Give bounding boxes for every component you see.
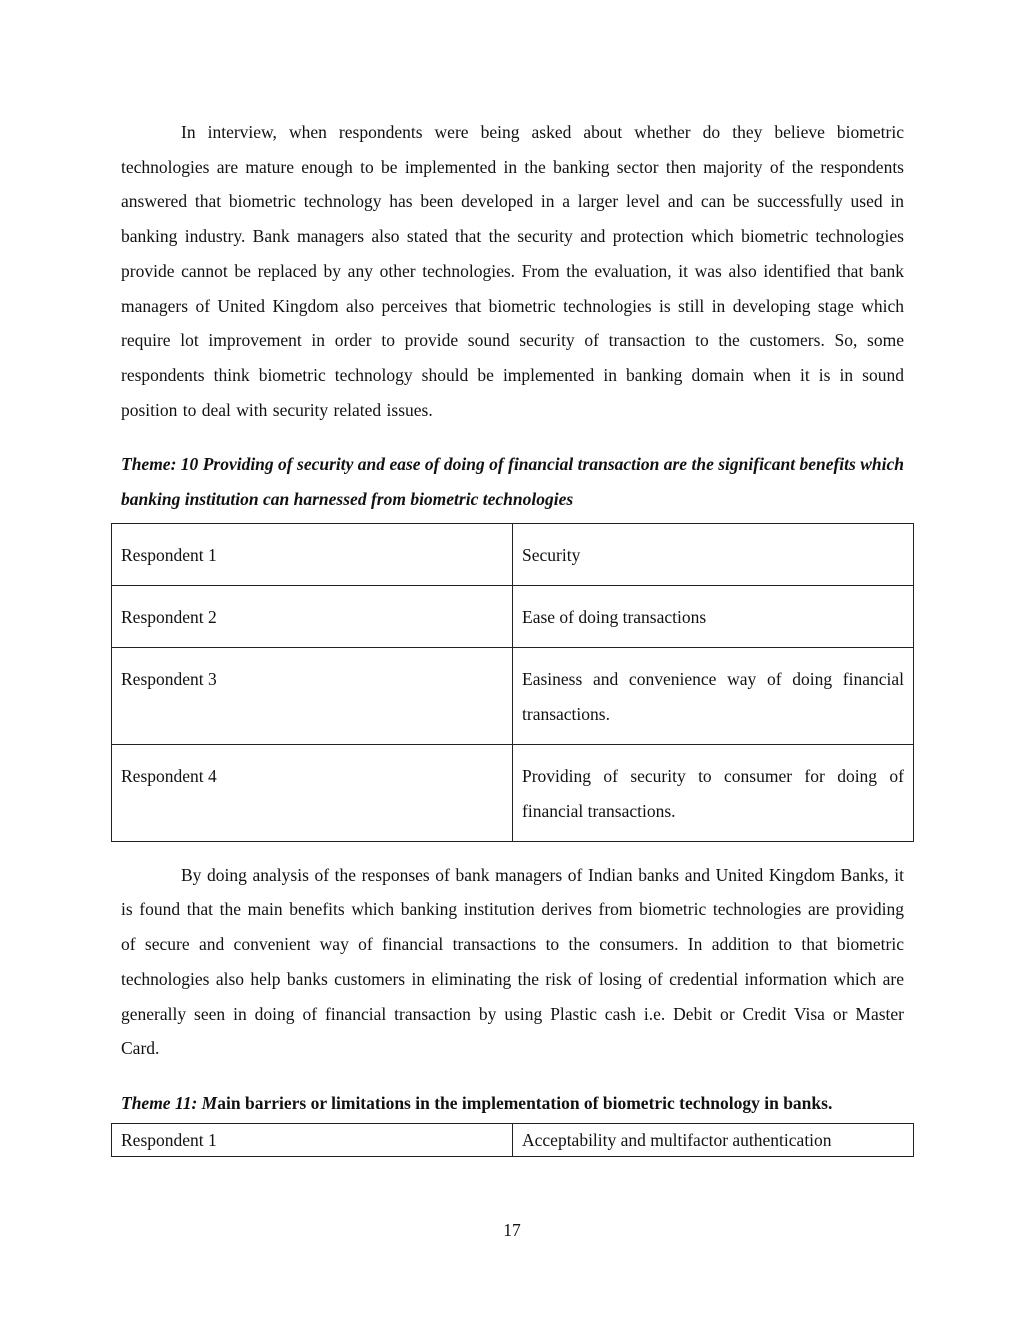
response-cell: Acceptability and multifactor authentication [513, 1123, 914, 1156]
response-cell: Security [513, 523, 914, 585]
table-row [112, 585, 914, 647]
table-row [112, 1123, 914, 1156]
respondent-cell: Respondent 4 [112, 744, 513, 841]
table-row [112, 744, 914, 841]
page-number: 17 [503, 1220, 521, 1240]
response-cell: Providing of security to consumer for doing of financial transactions. [513, 744, 914, 841]
table-row [112, 647, 914, 744]
theme-11-table [111, 1123, 914, 1157]
response-cell: Ease of doing transactions [513, 585, 914, 647]
respondent-cell: Respondent 1 [112, 523, 513, 585]
respondent-cell: Respondent 1 [112, 1123, 513, 1156]
theme-11-heading [121, 1086, 904, 1121]
body-paragraph: By doing analysis of the responses of bank managers of Indian banks and United Kingdom Banks, it is found that the main benefits which banking institution derives from biometric technologies are providing of secure and convenient way of financial transactions to the consumers. In addition to that biometric technologies also help banks customers in eliminating the risk of losing of credential information which are generally seen in doing of financial transaction by using Plastic cash i.e. Debit or Credit Visa or Master Card. [121, 864, 904, 1059]
theme-11-heading-prefix: Theme 11: M [121, 1092, 218, 1113]
respondent-cell: Respondent 2 [112, 585, 513, 647]
theme-10-table [111, 523, 914, 842]
table-row [112, 523, 914, 585]
body-paragraph: In interview, when respondents were being asked about whether do they believe biometric technologies are mature enough to be implemented in the banking sector then majority of the respondents answered that biometric technology has been developed in a larger level and can be successfully used in banking industry. Bank managers also stated that the security and protection which biometric technologies provide cannot be replaced by any other technologies. From the evaluation, it was also identified that bank managers of United Kingdom also perceives that biometric technologies is still in developing stage which require lot improvement in order to provide sound security of transaction to the customers. So, some respondents think biometric technology should be implemented in banking domain when it is in sound position to deal with security related issues. [121, 122, 904, 420]
respondent-cell: Respondent 3 [112, 647, 513, 744]
document-page [121, 115, 904, 1157]
theme-10-heading: Theme: 10 Providing of security and ease of doing of financial transaction are the significant benefits which banking institution can harnessed from biometric technologies [121, 454, 904, 510]
response-cell: Easiness and convenience way of doing financial transactions. [513, 647, 914, 744]
theme-11-heading-text: ain barriers or limitations in the implementation of biometric technology in banks. [217, 1092, 833, 1113]
